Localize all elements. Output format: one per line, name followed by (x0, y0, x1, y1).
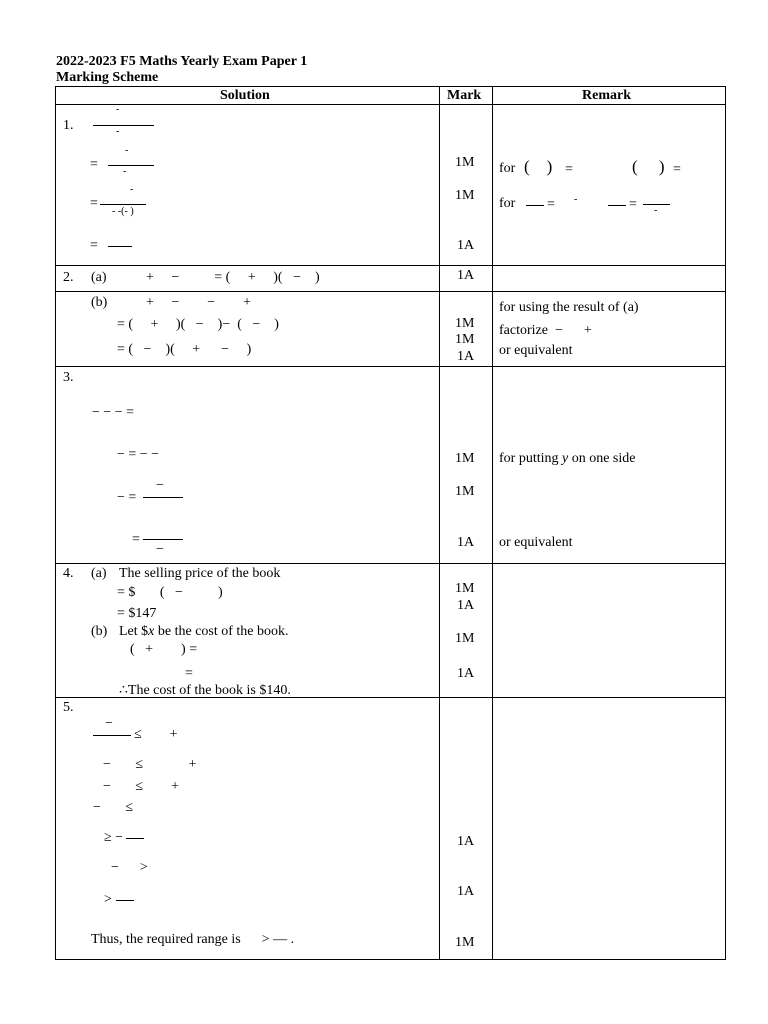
equation-line: = (132, 532, 140, 547)
equals-sign: = (90, 157, 98, 172)
denominator-minus: - (123, 166, 127, 177)
mark: 1M (455, 332, 475, 347)
numerator-minus: - (125, 145, 129, 156)
mark: 1M (455, 155, 475, 170)
part-label: (b) (91, 295, 108, 310)
equation-line: − = − − (117, 447, 160, 462)
column-header-solution: Solution (220, 88, 270, 103)
small-denominator: - -(- ) (112, 206, 134, 217)
remark-equals: = (565, 162, 573, 177)
remark-text: factorize − + (499, 323, 592, 338)
mark: 1M (455, 631, 475, 646)
numerator-minus: - (130, 184, 134, 195)
inequality-line: − ≤ + (103, 779, 179, 794)
inequality-line: ≥ − (104, 830, 124, 845)
mark: 1M (455, 935, 475, 950)
expression: = ( + )( − )− ( − ) (117, 317, 279, 332)
inequality-line: − ≤ + (103, 757, 197, 772)
remark-minus: - (654, 205, 658, 216)
inequality-line: − > (111, 860, 148, 875)
mark: 1A (457, 238, 475, 253)
column-header-mark: Mark (447, 88, 482, 103)
expression: = $147 (117, 606, 157, 621)
remark-paren: ( ) (524, 157, 553, 176)
equation-line: − − − = (92, 405, 135, 420)
mark: 1A (457, 884, 475, 899)
mark: 1A (457, 666, 475, 681)
question-number: 5. (63, 700, 74, 715)
fraction-bar (93, 125, 154, 126)
remark-equals: = (547, 197, 555, 212)
conclusion: ∴The cost of the book is $140. (119, 683, 291, 698)
question-number: 3. (63, 370, 74, 385)
question-number: 2. (63, 270, 74, 285)
remark-equals: = (629, 197, 637, 212)
document-subtitle: Marking Scheme (56, 70, 159, 85)
part-label: (a) (91, 270, 107, 285)
solution-text: The selling price of the book (119, 566, 281, 581)
expression: ( + ) = (130, 642, 198, 657)
denominator-minus: − (156, 542, 164, 557)
numerator-minus: - (116, 104, 120, 115)
mark: 1M (455, 451, 475, 466)
remark-text: for using the result of (a) (499, 300, 639, 315)
equals-sign: = (90, 196, 98, 211)
mark: 1A (457, 834, 475, 849)
equation-line: − = (117, 490, 137, 505)
mark: 1M (455, 316, 475, 331)
expression: = ( − )( + − ) (117, 342, 252, 357)
question-number: 4. (63, 566, 74, 581)
expression: = $ ( − ) (117, 585, 223, 600)
fraction-bar (116, 900, 134, 901)
fraction-bar (93, 735, 131, 736)
remark-text: for putting y on one side (499, 451, 636, 466)
remark-paren: ( ) (632, 157, 665, 176)
mark: 1A (457, 349, 475, 364)
fraction-bar (608, 205, 626, 206)
remark-text: or equivalent (499, 343, 573, 358)
expression: + − − + (146, 295, 252, 310)
inequality-line: − ≤ (93, 800, 134, 815)
fraction-bar (108, 165, 154, 166)
numerator-minus: − (105, 716, 113, 731)
question-number: 1. (63, 118, 74, 133)
conclusion: Thus, the required range is > — . (91, 932, 295, 947)
mark: 1A (457, 598, 475, 613)
fraction-bar (108, 246, 132, 247)
denominator-minus: - (116, 126, 120, 137)
fraction-bar (100, 204, 146, 205)
fraction-bar (143, 497, 183, 498)
part-label: (b) (91, 624, 108, 639)
mark: 1A (457, 268, 475, 283)
fraction-bar (143, 539, 183, 540)
remark-equals: = (673, 162, 681, 177)
part-label: (a) (91, 566, 107, 581)
mark: 1M (455, 188, 475, 203)
mark: 1M (455, 581, 475, 596)
remark-text: or equivalent (499, 535, 573, 550)
mark: 1A (457, 535, 475, 550)
inequality-line: ≤ + (134, 727, 178, 742)
numerator-minus: − (156, 478, 164, 493)
inequality-line: > (104, 892, 112, 907)
expression: + − = ( + )( − ) (146, 270, 320, 285)
remark-text: for (499, 196, 516, 211)
solution-text: Let $x be the cost of the book. (119, 624, 289, 639)
document-title: 2022-2023 F5 Maths Yearly Exam Paper 1 (56, 54, 308, 69)
equals-sign: = (90, 238, 98, 253)
column-header-remark: Remark (582, 88, 631, 103)
fraction-bar (526, 205, 544, 206)
expression: = (185, 666, 193, 681)
remark-text: for (499, 161, 516, 176)
remark-minus: - (574, 194, 578, 205)
fraction-bar (126, 838, 144, 839)
mark: 1M (455, 484, 475, 499)
